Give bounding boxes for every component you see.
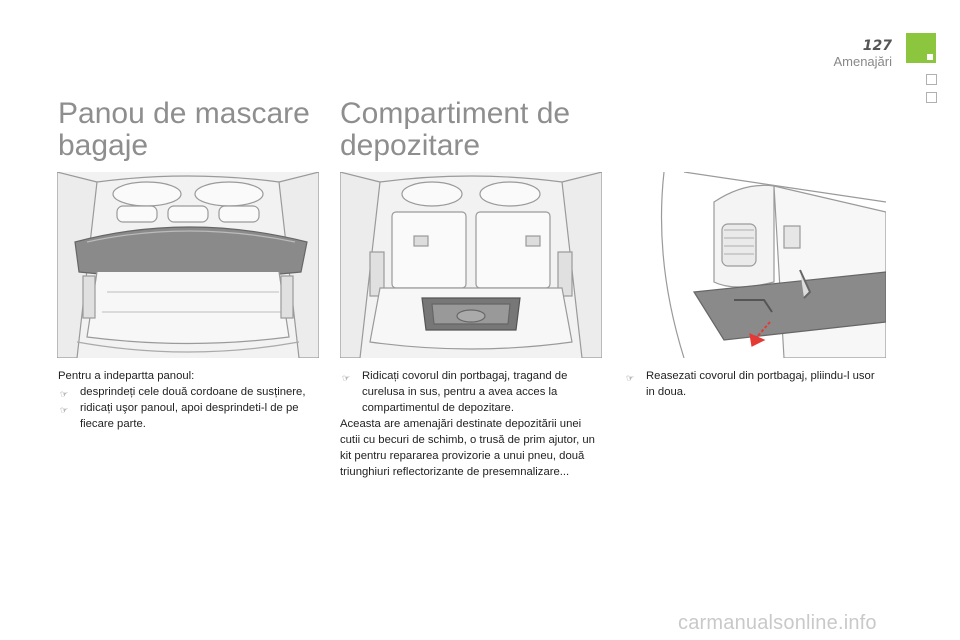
heading-line: bagaje: [58, 129, 149, 162]
section-tab-active[interactable]: [906, 33, 936, 63]
list-item: [340, 368, 598, 416]
instruction-list: [340, 368, 598, 416]
instruction-list: [624, 368, 878, 400]
list-item-text: Ridicați covorul din portbagaj, tragand de curelusa in sus, pentru a avea acces la compartimentul de depozitare.: [362, 370, 568, 414]
pointing-hand-icon: ☞: [626, 373, 635, 383]
intro-text: Pentru a indepartta panoul:: [58, 370, 195, 382]
list-item-text: Reasezati covorul din portbagaj, pliindu-l usor in doua.: [646, 370, 875, 398]
text-storage-compartment: [340, 368, 598, 480]
list-item: [58, 400, 320, 432]
list-item: [624, 368, 878, 400]
heading-storage-compartment: [340, 98, 570, 162]
section-tab[interactable]: [926, 92, 937, 103]
list-item-text: desprindeți cele două cordoane de susținere,: [80, 386, 306, 398]
heading-line: Panou de mascare: [58, 97, 310, 130]
instruction-list: [58, 384, 320, 432]
section-name: Amenajări: [833, 54, 892, 69]
text-trunk-cover: [58, 368, 320, 432]
illustration-parcel-shelf: [57, 172, 319, 358]
pointing-hand-icon: ☞: [342, 373, 351, 383]
description-text: Aceasta are amenajări destinate depozitării unei cutii cu becuri de schimb, o trusă de prim ajutor, un kit pentru repararea provizorie a unui pneu, două triunghiuri reflectorizante de presemnalizare...: [340, 418, 595, 478]
text-fold-carpet: [624, 368, 878, 400]
heading-trunk-cover: [58, 98, 310, 162]
pointing-hand-icon: ☞: [60, 389, 69, 399]
page-number: 127: [862, 38, 892, 54]
list-item: [58, 384, 320, 400]
heading-line: depozitare: [340, 129, 481, 162]
illustration-fold-carpet: [624, 172, 886, 358]
pointing-hand-icon: ☞: [60, 405, 69, 415]
illustration-storage-compartment: [340, 172, 602, 358]
list-item-text: ridicați uşor panoul, apoi desprindeti-l de pe fiecare parte.: [80, 402, 299, 430]
heading-line: Compartiment de: [340, 97, 571, 130]
section-tab[interactable]: [926, 74, 937, 85]
watermark: carmanualsonline.info: [678, 612, 877, 634]
